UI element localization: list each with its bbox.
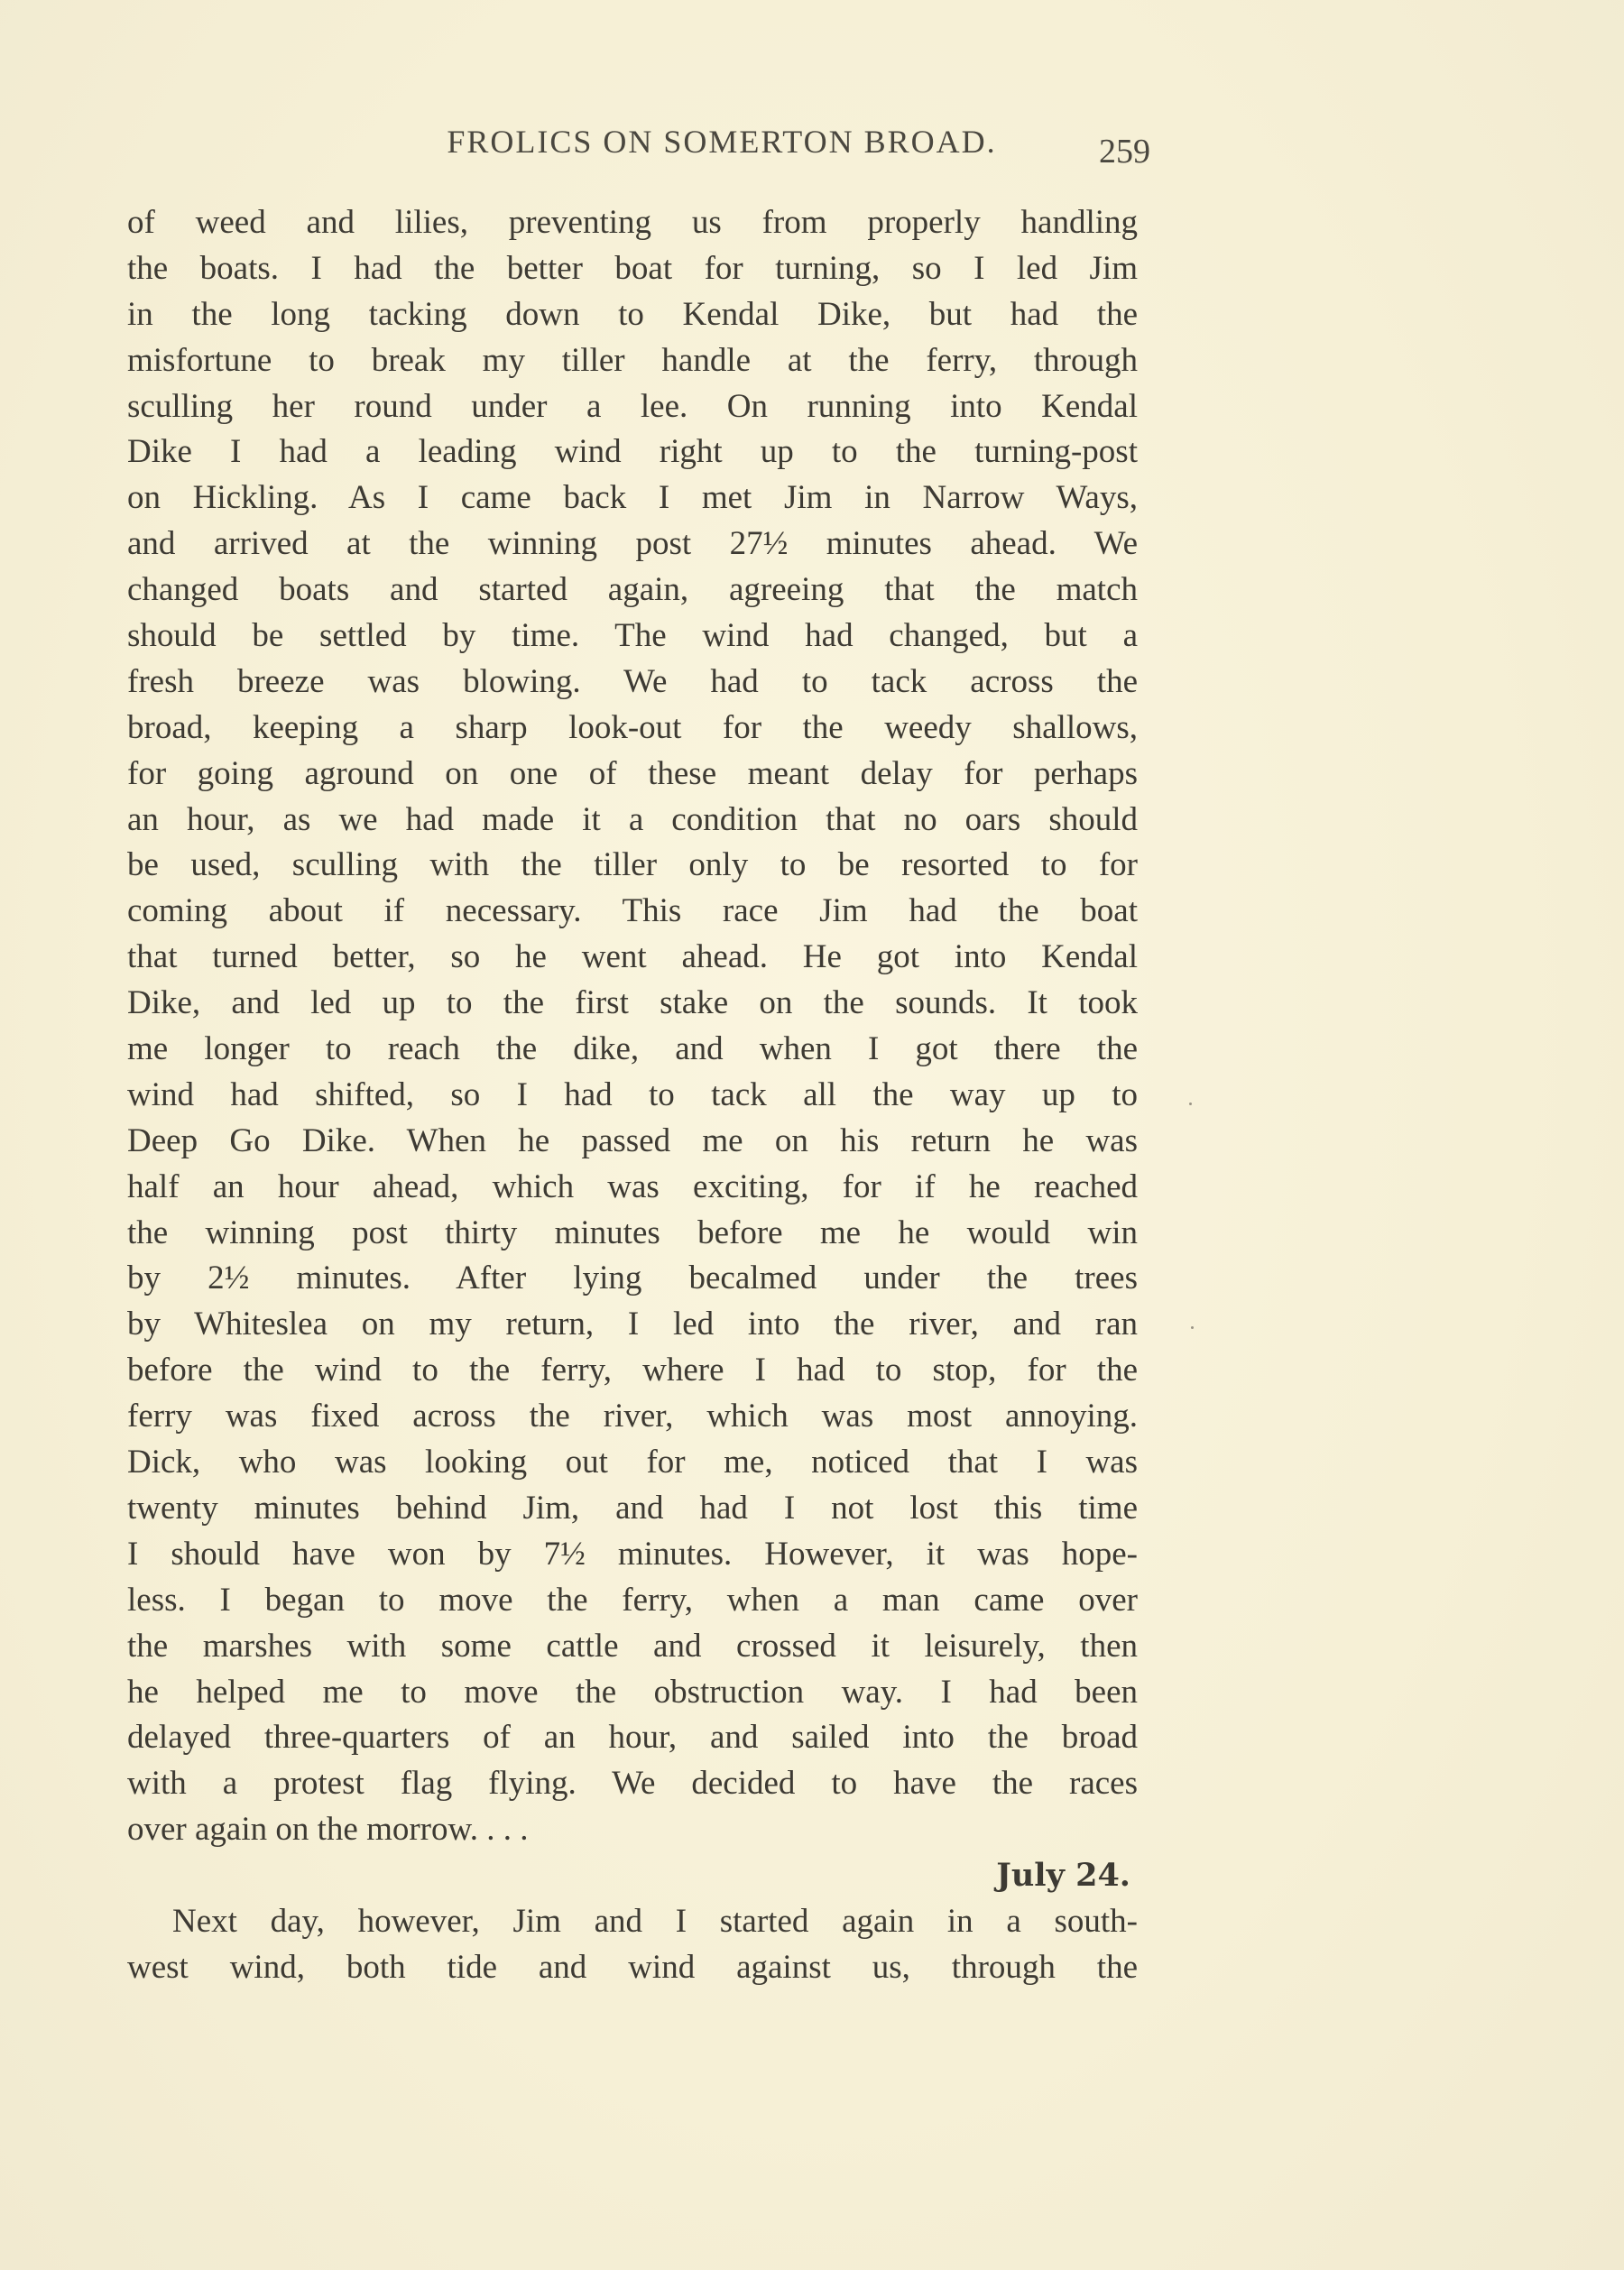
text-line: me longer to reach the dike, and when I got there the [127,1030,1138,1068]
text-line: wind had shifted, so I had to tack all the way up to [127,1075,1138,1113]
text-line: west wind, both tide and wind against us, through the [127,1948,1138,1986]
text-line: misfortune to break my tiller handle at the ferry, through [127,341,1138,379]
text-line: by 2½ minutes. After lying becalmed under the trees [127,1260,1138,1297]
paper-speck [1189,1103,1192,1105]
text-line: Dike, and led up to the first stake on the sounds. It took [127,984,1138,1022]
text-line: over again on the morrow. . . . [127,1811,529,1849]
text-line: ferry was fixed across the river, which was most annoying. [127,1398,1138,1435]
text-line: delayed three-quarters of an hour, and sailed into the broad [127,1719,1138,1757]
text-line: the marshes with some cattle and crossed it leisurely, then [127,1627,1138,1665]
text-line: Deep Go Dike. When he passed me on his return he was [127,1121,1138,1159]
text-line: Dick, who was looking out for me, noticed that I was [127,1444,1138,1481]
text-line: that turned better, so he went ahead. He got into Kendal [127,938,1138,976]
text-line: be used, sculling with the tiller only to be resorted to for [127,846,1138,884]
text-line: broad, keeping a sharp look-out for the weedy shallows, [127,708,1138,746]
text-line: in the long tacking down to Kendal Dike, but had the [127,295,1138,333]
text-line: and arrived at the winning post 27½ minutes ahead. We [127,525,1138,563]
text-line: Dike I had a leading wind right up to the turning-post [127,433,1138,471]
text-line: twenty minutes behind Jim, and had I not lost this time [127,1489,1138,1527]
body-text [127,200,1138,1991]
text-line: an hour, as we had made it a condition that no oars should [127,800,1138,838]
text-line: for going aground on one of these meant delay for perhaps [127,754,1138,792]
paper-speck [1191,1326,1194,1329]
text-line: half an hour ahead, which was exciting, for if he reached [127,1167,1138,1205]
text-line: I should have won by 7½ minutes. However, it was hope- [127,1535,1138,1573]
text-line: less. I began to move the ferry, when a man came over [127,1581,1138,1619]
text-line: with a protest flag flying. We decided to have the races [127,1765,1138,1803]
text-line: by Whiteslea on my return, I led into the river, and ran [127,1306,1138,1343]
text-line: fresh breeze was blowing. We had to tack across the [127,662,1138,700]
text-line: before the wind to the ferry, where I had to stop, for the [127,1352,1138,1389]
text-line: should be settled by time. The wind had changed, but a [127,617,1138,655]
text-line: he helped me to move the obstruction way. I had been [127,1673,1138,1711]
text-line: coming about if necessary. This race Jim had the boat [127,892,1138,930]
page-number: 259 [1099,133,1150,171]
running-title: FROLICS ON SOMERTON BROAD. [447,124,997,160]
diary-dateline: July 24. [996,1857,1130,1895]
text-line: sculling her round under a lee. On running into Kendal [127,387,1138,425]
text-line: the winning post thirty minutes before me he would win [127,1213,1138,1251]
text-line: of weed and lilies, preventing us from properly handling [127,204,1138,241]
text-line: the boats. I had the better boat for turning, so I led Jim [127,249,1138,287]
text-line: on Hickling. As I came back I met Jim in Narrow Ways, [127,479,1138,517]
text-line: changed boats and started again, agreeing that the match [127,571,1138,609]
text-line: Next day, however, Jim and I started again in a south- [172,1902,1138,1940]
